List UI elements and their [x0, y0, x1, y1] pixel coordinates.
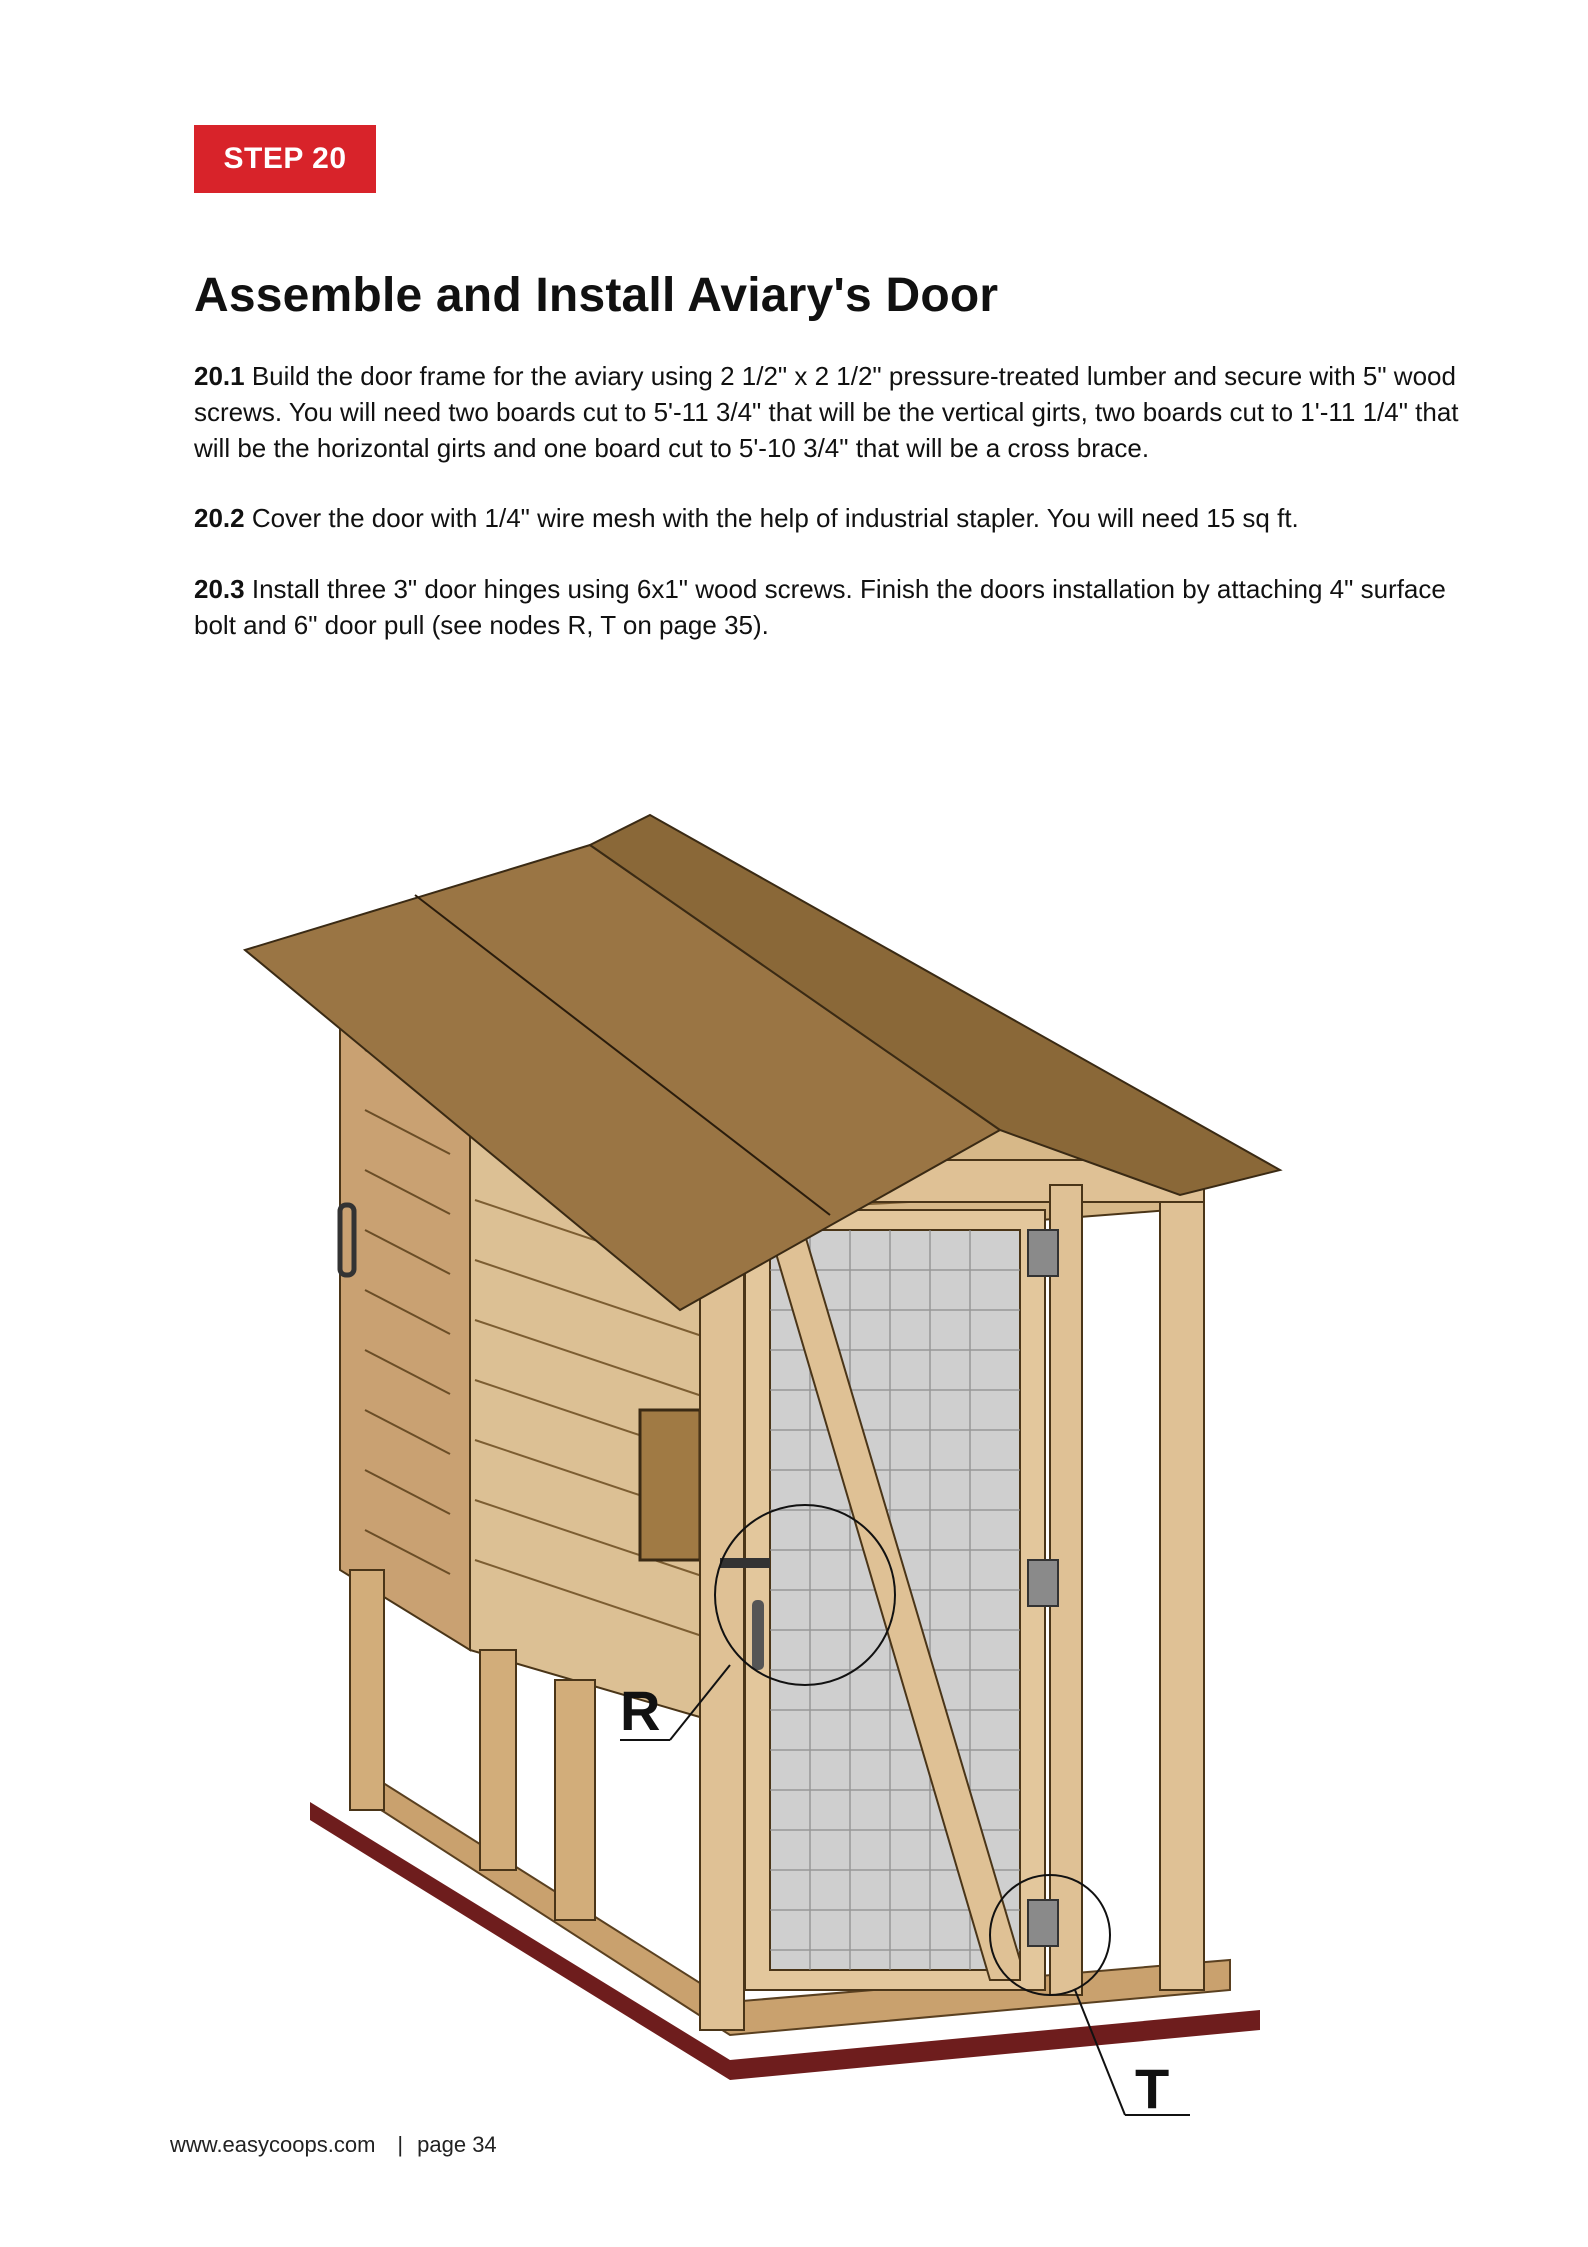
leg — [555, 1680, 595, 1920]
post-left — [700, 1170, 744, 2030]
coop-illustration — [230, 690, 1380, 2140]
door-pull-icon — [752, 1600, 764, 1670]
paragraph-text: Cover the door with 1/4" wire mesh with the help of industrial stapler. You will need 15 sq ft. — [251, 503, 1299, 533]
callout-r-label: R — [620, 1679, 661, 1742]
hinge-icon — [1028, 1560, 1058, 1606]
paragraph-number: 20.2 — [194, 503, 245, 533]
hinge-icon — [1028, 1900, 1058, 1946]
paragraph-20-3 — [194, 571, 1494, 643]
hinge-icon — [1028, 1230, 1058, 1276]
coop-pop-door — [640, 1410, 700, 1560]
paragraph-number: 20.1 — [194, 361, 245, 391]
footer-separator: | — [397, 2132, 404, 2157]
paragraph-20-1 — [194, 358, 1494, 466]
surface-bolt-icon — [720, 1558, 770, 1568]
footer-page: page 34 — [417, 2132, 497, 2157]
footer-site: www.easycoops.com — [170, 2132, 376, 2157]
footer — [170, 2132, 497, 2158]
post-right — [1160, 1160, 1204, 1990]
paragraph-text: Build the door frame for the aviary using 2 1/2" x 2 1/2" pressure-treated lumber and secure with 5" wood screws. You will need two boards cut to 5'-11 3/4" that will be the vertical girts, two boards cut to 1'-11 1/4" that will be the horizontal girts and one board cut to 5'-10 3/4" that will be a cross brace. — [194, 361, 1459, 463]
callout-t-label: T — [1135, 2057, 1170, 2120]
paragraph-20-2 — [194, 500, 1494, 536]
leg — [350, 1570, 384, 1810]
page-title: Assemble and Install Aviary's Door — [194, 269, 999, 322]
step-badge: STEP 20 — [194, 125, 376, 193]
leg — [480, 1650, 516, 1870]
paragraph-number: 20.3 — [194, 574, 245, 604]
paragraph-text: Install three 3" door hinges using 6x1" wood screws. Finish the doors installation by attaching 4" surface bolt and 6" door pull (see nodes R, T on page 35). — [194, 574, 1446, 640]
aviary-door — [720, 1210, 1045, 1990]
